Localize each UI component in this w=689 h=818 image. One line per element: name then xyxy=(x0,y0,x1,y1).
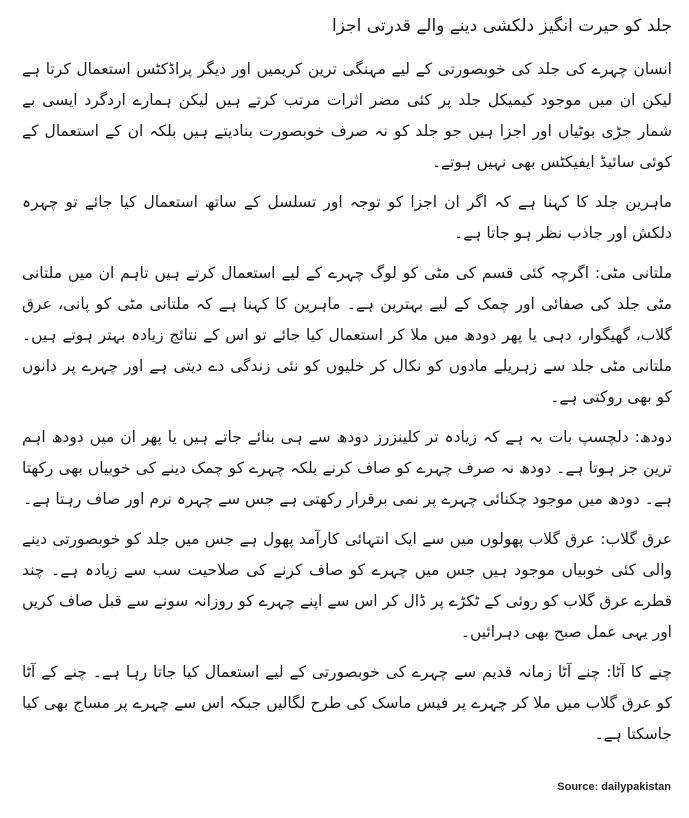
article-title: جلد کو حیرت انگیز دلکشی دینے والے قدرتی اجزا xyxy=(332,16,672,36)
paragraph-intro: انسان چہرے کی جلد کی خوبصورتی کے لیے مہنگی ترین کریمیں اور دیگر پراڈکٹس استعمال کرتا ہے لیکن ان میں موجود کیمیکل جلد پر کئی مضر اثرات مرتب کرتے ہیں لیکن ہمارے اردگرد ایسی بے شمار جڑی بوٹیاں اور اجزا ہیں جو جلد کو نہ صرف خوبصورت بنادیتے ہیں بلکہ ان کے استعمال کے کوئی سائیڈ ایفیکٹس بھی نہیں ہوتے۔ xyxy=(22,60,672,171)
paragraph-gram-flour: چنے کا آٹا: چنے آٹا زمانہ قدیم سے چہرے کی خوبصورتی کے لیے استعمال کیا جاتا رہا ہے۔ چنے کے آٹا کو عرق گلاب میں ملا کر چہرے پر فیس ماسک کی طرح لگالیں جبکہ اس سے چہرے پر مساج بھی کیا جاسکتا ہے۔ xyxy=(22,663,672,743)
paragraph-experts: ماہرین جلد کا کہنا ہے کہ اگر ان اجزا کو توجہ اور تسلسل کے ساتھ استعمال کیا جائے تو چہرہ دلکش اور جاذب نظر ہو جاتا ہے۔ xyxy=(22,193,672,242)
source-credit: Source: dailypakistan xyxy=(557,781,671,793)
paragraph-multani-mitti: ملتانی مٹی: اگرچہ کئی قسم کی مٹی کو لوگ چہرے کے لیے استعمال کرتے ہیں تاہم ان میں ملتانی مٹی جلد کی صفائی اور چمک کے لیے بہترین ہے۔ ماہرین کا کہنا ہے کہ ملتانی مٹی کو پانی، عرق گلاب، گھیگوار، دہی یا پھر دودھ میں ملا کر استعمال کیا جائے تو اس کے نتائج زیادہ بہتر ہوتے ہیں۔ ملتانی مٹی جلد سے زہریلے مادوں کو نکال کر خلیوں کو نئی زندگی دے دیتی ہے اور چہرے پر دانوں کو بھی روکتی ہے۔ xyxy=(22,264,672,406)
article xyxy=(22,14,672,759)
paragraph-milk: دودھ: دلچسپ بات یہ ہے کہ زیادہ تر کلینزرز دودھ سے ہی بنائے جاتے ہیں یا پھر ان میں دودھ اہم ترین جز ہوتا ہے۔ دودھ نہ صرف چہرے کو صاف کرنے بلکہ چہرے کو چمک دینے کی خوبیاں بھی رکھتا ہے۔ دودھ میں موجود چکنائی چہرے پر نمی برقرار رکھتی ہے جس سے چہرہ نرم اور صاف رہتا ہے۔ xyxy=(22,428,672,508)
paragraph-rose-water: عرق گلاب: عرق گلاب پھولوں میں سے ایک انتہائی کارآمد پھول ہے جس میں جلد کو خوبصورتی دینے والی کئی خوبیاں موجود ہیں جس میں چہرے کو صاف کرنے کی صلاحیت سب سے زیادہ ہے۔ چند قطرے عرق گلاب کو روئی کے ٹکڑے پر ڈال کر اس سے اپنے چہرے کو روزانہ سونے سے قبل صاف کریں اور یہی عمل صبح بھی دہرائیں۔ xyxy=(22,530,672,641)
